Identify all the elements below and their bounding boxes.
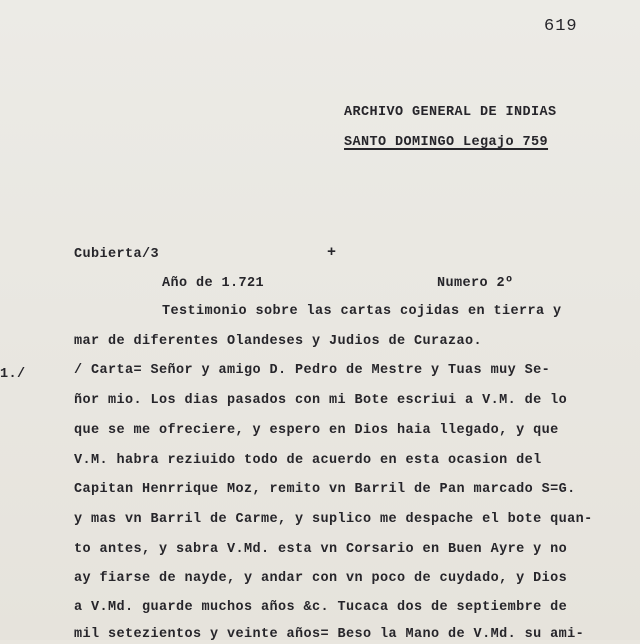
cubierta-label: Cubierta/3	[74, 247, 160, 262]
body-line: Capitan Henrrique Moz, remito vn Barril de Pan marcado S=G.	[74, 482, 576, 497]
archive-header-line2: SANTO DOMINGO Legajo 759	[344, 135, 549, 150]
body-line: que se me ofreciere, y espero en Dios haia llegado, y que	[74, 423, 559, 438]
numero-label: Numero 2º	[437, 276, 514, 291]
body-line: mil setezientos y veinte años= Beso la Mano de V.Md. su ami-	[74, 627, 585, 642]
archive-header-line1: ARCHIVO GENERAL DE INDIAS	[344, 105, 557, 120]
year-line: Año de 1.721	[162, 276, 265, 291]
body-line: ñor mio. Los dias pasados con mi Bote escriui a V.M. de lo	[74, 393, 568, 408]
body-line: V.M. habra reziuido todo de acuerdo en esta ocasion del	[74, 453, 542, 468]
body-line: / Carta= Señor y amigo D. Pedro de Mestre y Tuas muy Se-	[74, 363, 551, 378]
cross-mark: +	[327, 244, 337, 261]
body-line: to antes, y sabra V.Md. esta vn Corsario en Buen Ayre y no	[74, 542, 568, 557]
body-line: a V.Md. guarde muchos años &c. Tucaca dos de septiembre de	[74, 600, 568, 615]
page-number: 619	[544, 17, 578, 36]
body-line: mar de diferentes Olandeses y Judios de Curazao.	[74, 334, 483, 349]
body-line: Testimonio sobre las cartas cojidas en tierra y	[162, 304, 562, 319]
margin-note: 1./	[0, 367, 26, 382]
body-line: ay fiarse de nayde, y andar con vn poco de cuydado, y Dios	[74, 571, 568, 586]
body-line: y mas vn Barril de Carme, y suplico me despache el bote quan-	[74, 512, 593, 527]
